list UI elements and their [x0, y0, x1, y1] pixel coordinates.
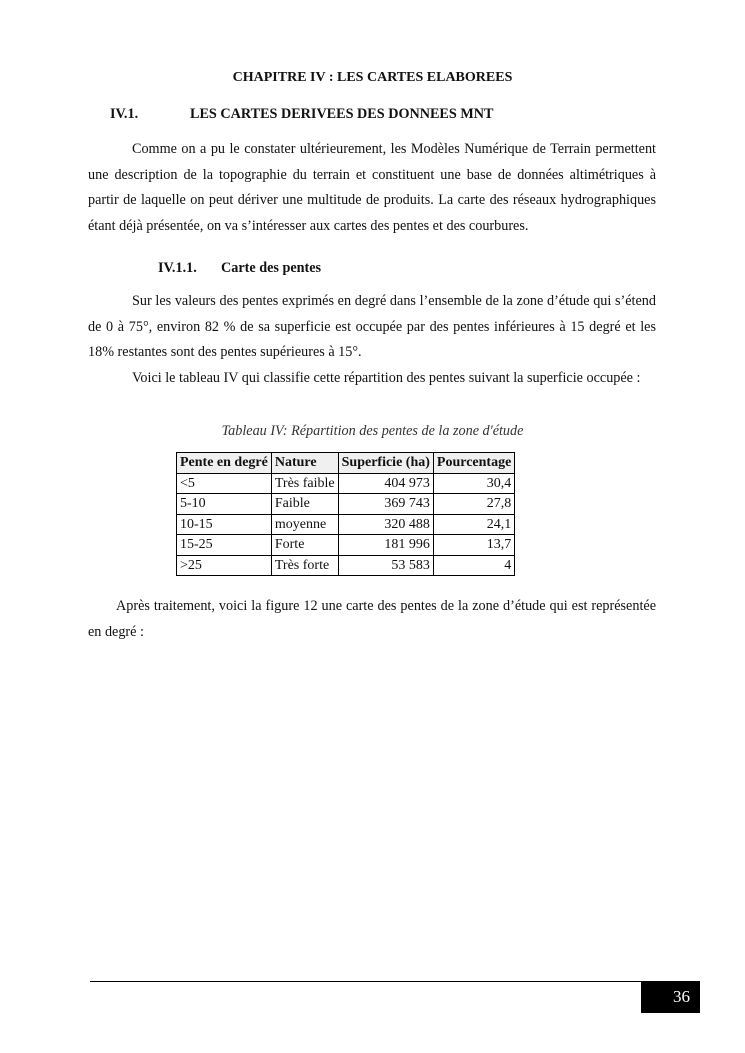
chapter-title: CHAPITRE IV : LES CARTES ELABOREES — [232, 70, 513, 85]
page-number: 36 — [641, 981, 700, 1013]
header-cell: Superficie (ha) — [338, 453, 433, 474]
table-cell: Faible — [271, 494, 338, 515]
subsection-heading — [158, 260, 321, 277]
table-header-row — [177, 453, 515, 474]
table-cell: 27,8 — [433, 494, 514, 515]
table-cell: 10-15 — [177, 514, 272, 535]
table-row — [177, 535, 515, 556]
paragraph-text: Sur les valeurs des pentes exprimés en degré dans l’ensemble de la zone d’étude qui s’étend de 0 à 75°, environ 82 % de sa superficie est occupée par des pentes inférieures à 15 degré et les 18% restantes sont des pentes supérieures à 15°. — [88, 293, 656, 361]
header-cell: Pente en degré — [177, 453, 272, 474]
table-cell: 13,7 — [433, 535, 514, 556]
table-cell: 53 583 — [338, 555, 433, 576]
paragraph-figure-intro — [88, 594, 656, 645]
table-cell: 24,1 — [433, 514, 514, 535]
subsection-number: IV.1.1. — [158, 260, 197, 276]
header-cell: Pourcentage — [433, 453, 514, 474]
table-cell: >25 — [177, 555, 272, 576]
table-cell: <5 — [177, 473, 272, 494]
table-cell: Très forte — [271, 555, 338, 576]
table-cell: 15-25 — [177, 535, 272, 556]
section-heading — [110, 106, 493, 123]
table-row — [177, 494, 515, 515]
table-cell: moyenne — [271, 514, 338, 535]
paragraph-text: Comme on a pu le constater ultérieurement, les Modèles Numérique de Terrain permettent une description de la topographie du terrain et constituent une base de données altimétriques à partir de laquelle on peut dériver une multitude de produits. La carte des réseaux hydrographiques étant déjà présentée, on va s’intéresser aux cartes des pentes et des courbures. — [88, 141, 656, 234]
table-cell: 30,4 — [433, 473, 514, 494]
footer-rule — [90, 981, 642, 982]
section-number: IV.1. — [110, 106, 139, 122]
table-row — [177, 473, 515, 494]
section-title: LES CARTES DERIVEES DES DONNEES MNT — [190, 106, 494, 122]
table-cell: 5-10 — [177, 494, 272, 515]
table-cell: 404 973 — [338, 473, 433, 494]
table-row — [177, 514, 515, 535]
table-cell: 320 488 — [338, 514, 433, 535]
header-cell: Nature — [271, 453, 338, 474]
paragraph-table-intro — [88, 366, 656, 392]
paragraph-intro — [88, 137, 656, 239]
slope-table — [176, 452, 515, 576]
subsection-title: Carte des pentes — [221, 260, 322, 276]
paragraph-slopes — [88, 289, 656, 366]
table-cell: 181 996 — [338, 535, 433, 556]
table-cell: 369 743 — [338, 494, 433, 515]
table-row — [177, 555, 515, 576]
table-caption: Tableau IV: Répartition des pentes de la zone d'étude — [221, 423, 524, 439]
paragraph-text: Après traitement, voici la figure 12 une carte des pentes de la zone d’étude qui est représentée en degré : — [88, 598, 656, 640]
table-cell: Forte — [271, 535, 338, 556]
paragraph-text: Voici le tableau IV qui classifie cette répartition des pentes suivant la superficie occupée : — [132, 370, 641, 386]
table-cell: 4 — [433, 555, 514, 576]
table-cell: Très faible — [271, 473, 338, 494]
